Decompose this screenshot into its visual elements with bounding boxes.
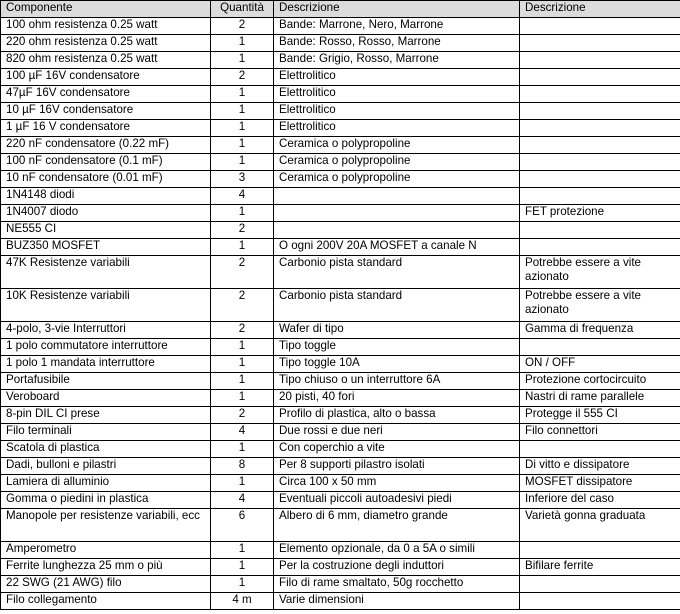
cell-descrizione: Ceramica o polypropoline: [274, 137, 520, 154]
cell-quantita: 1: [211, 475, 274, 492]
table-row: [1, 35, 680, 52]
table-row: [1, 492, 680, 509]
cell-descrizione: Elettrolitico: [274, 69, 520, 86]
cell-componente: Veroboard: [1, 390, 211, 407]
cell-quantita: 1: [211, 339, 274, 356]
cell-descrizione: Tipo toggle 10A: [274, 356, 520, 373]
cell-quantita: 1: [211, 390, 274, 407]
cell-descrizione: Elettrolitico: [274, 86, 520, 103]
table-row: [1, 407, 680, 424]
table-row: [1, 593, 680, 610]
cell-descrizione: Bande: Marrone, Nero, Marrone: [274, 18, 520, 35]
cell-quantita: 4 m: [211, 593, 274, 610]
table-row: [1, 120, 680, 137]
header-row: [1, 1, 680, 18]
cell-descrizione: Bande: Rosso, Rosso, Marrone: [274, 35, 520, 52]
cell-componente: 10 nF condensatore (0.01 mF): [1, 171, 211, 188]
cell-note: [520, 222, 680, 239]
cell-componente: 1 polo commutatore interruttore: [1, 339, 211, 356]
table-row: [1, 18, 680, 35]
cell-quantita: 1: [211, 356, 274, 373]
cell-quantita: 4: [211, 424, 274, 441]
table-row: [1, 458, 680, 475]
cell-descrizione: Per la costruzione degli induttori: [274, 559, 520, 576]
table-row: [1, 239, 680, 256]
cell-componente: 4-polo, 3-vie Interruttori: [1, 322, 211, 339]
table-row: [1, 475, 680, 492]
cell-quantita: 2: [211, 222, 274, 239]
cell-componente: 47µF 16V condensatore: [1, 86, 211, 103]
cell-note: [520, 35, 680, 52]
cell-descrizione: Con coperchio a vite: [274, 441, 520, 458]
cell-note: [520, 593, 680, 610]
table-row: [1, 188, 680, 205]
cell-note: Inferiore del caso: [520, 492, 680, 509]
cell-note: Di vitto e dissipatore: [520, 458, 680, 475]
cell-quantita: 2: [211, 289, 274, 322]
table-row: [1, 559, 680, 576]
cell-note: [520, 52, 680, 69]
cell-descrizione: Eventuali piccoli autoadesivi piedi: [274, 492, 520, 509]
cell-quantita: 1: [211, 137, 274, 154]
cell-componente: Manopole per resistenze variabili, ecc: [1, 509, 211, 542]
cell-note: [520, 137, 680, 154]
cell-note: Potrebbe essere a vite azionato: [520, 256, 680, 289]
cell-descrizione: Elemento opzionale, da 0 a 5A o simili: [274, 542, 520, 559]
header-componente: Componente: [1, 1, 211, 18]
cell-note: Protegge il 555 CI: [520, 407, 680, 424]
cell-note: [520, 18, 680, 35]
cell-componente: 820 ohm resistenza 0.25 watt: [1, 52, 211, 69]
cell-descrizione: Profilo di plastica, alto o bassa: [274, 407, 520, 424]
cell-quantita: 1: [211, 103, 274, 120]
cell-quantita: 3: [211, 171, 274, 188]
table-row: [1, 52, 680, 69]
cell-descrizione: O ogni 200V 20A MOSFET a canale N: [274, 239, 520, 256]
cell-componente: 100 nF condensatore (0.1 mF): [1, 154, 211, 171]
cell-componente: 220 nF condensatore (0.22 mF): [1, 137, 211, 154]
cell-note: [520, 69, 680, 86]
table-row: [1, 205, 680, 222]
cell-descrizione: Elettrolitico: [274, 103, 520, 120]
cell-componente: 8-pin DIL CI prese: [1, 407, 211, 424]
cell-componente: 1 polo 1 mandata interruttore: [1, 356, 211, 373]
cell-note: FET protezione: [520, 205, 680, 222]
table-row: [1, 69, 680, 86]
cell-note: Filo connettori: [520, 424, 680, 441]
cell-componente: Ferrite lunghezza 25 mm o più: [1, 559, 211, 576]
cell-note: [520, 239, 680, 256]
cell-note: Gamma di frequenza: [520, 322, 680, 339]
cell-note: MOSFET dissipatore: [520, 475, 680, 492]
cell-descrizione: Due rossi e due neri: [274, 424, 520, 441]
table-row: [1, 390, 680, 407]
header-quantita: Quantità: [211, 1, 274, 18]
table-row: [1, 86, 680, 103]
table-row: [1, 542, 680, 559]
cell-note: [520, 441, 680, 458]
table-row: [1, 424, 680, 441]
cell-quantita: 2: [211, 69, 274, 86]
cell-quantita: 1: [211, 559, 274, 576]
cell-note: [520, 576, 680, 593]
cell-quantita: 1: [211, 120, 274, 137]
cell-quantita: 2: [211, 407, 274, 424]
cell-componente: Gomma o piedini in plastica: [1, 492, 211, 509]
table-row: [1, 289, 680, 322]
cell-componente: Portafusibile: [1, 373, 211, 390]
table-row: [1, 509, 680, 542]
table-row: [1, 441, 680, 458]
table-row: [1, 322, 680, 339]
cell-note: Protezione cortocircuito: [520, 373, 680, 390]
cell-componente: 47K Resistenze variabili: [1, 256, 211, 289]
cell-quantita: 8: [211, 458, 274, 475]
cell-componente: 22 SWG (21 AWG) filo: [1, 576, 211, 593]
cell-note: [520, 339, 680, 356]
cell-quantita: 1: [211, 86, 274, 103]
table-row: [1, 222, 680, 239]
cell-componente: 100 µF 16V condensatore: [1, 69, 211, 86]
table-row: [1, 137, 680, 154]
cell-note: Varietà gonna graduata: [520, 509, 680, 542]
cell-quantita: 1: [211, 441, 274, 458]
cell-descrizione: Carbonio pista standard: [274, 289, 520, 322]
cell-quantita: 2: [211, 322, 274, 339]
cell-descrizione: 20 pisti, 40 fori: [274, 390, 520, 407]
table-row: [1, 171, 680, 188]
header-descrizione-2: Descrizione: [520, 1, 680, 18]
cell-descrizione: Bande: Grigio, Rosso, Marrone: [274, 52, 520, 69]
cell-descrizione: [274, 222, 520, 239]
cell-quantita: 2: [211, 18, 274, 35]
cell-descrizione: Albero di 6 mm, diametro grande: [274, 509, 520, 542]
cell-componente: Dadi, bulloni e pilastri: [1, 458, 211, 475]
cell-descrizione: Filo di rame smaltato, 50g rocchetto: [274, 576, 520, 593]
table-row: [1, 103, 680, 120]
cell-quantita: 1: [211, 239, 274, 256]
cell-quantita: 1: [211, 35, 274, 52]
cell-descrizione: [274, 188, 520, 205]
cell-descrizione: Circa 100 x 50 mm: [274, 475, 520, 492]
cell-quantita: 4: [211, 188, 274, 205]
cell-quantita: 1: [211, 205, 274, 222]
cell-componente: 1 µF 16 V condensatore: [1, 120, 211, 137]
cell-componente: 10K Resistenze variabili: [1, 289, 211, 322]
table-row: [1, 154, 680, 171]
cell-descrizione: Ceramica o polypropoline: [274, 171, 520, 188]
cell-quantita: 1: [211, 52, 274, 69]
cell-note: [520, 120, 680, 137]
cell-descrizione: [274, 205, 520, 222]
cell-note: [520, 86, 680, 103]
cell-descrizione: Ceramica o polypropoline: [274, 154, 520, 171]
cell-componente: 1N4148 diodi: [1, 188, 211, 205]
cell-note: [520, 542, 680, 559]
table-row: [1, 356, 680, 373]
cell-quantita: 6: [211, 509, 274, 542]
cell-note: [520, 188, 680, 205]
table-row: [1, 339, 680, 356]
cell-note: Nastri di rame parallele: [520, 390, 680, 407]
cell-componente: 100 ohm resistenza 0.25 watt: [1, 18, 211, 35]
cell-quantita: 1: [211, 576, 274, 593]
cell-componente: Amperometro: [1, 542, 211, 559]
cell-note: Potrebbe essere a vite azionato: [520, 289, 680, 322]
cell-componente: 1N4007 diodo: [1, 205, 211, 222]
cell-quantita: 4: [211, 492, 274, 509]
cell-componente: 220 ohm resistenza 0.25 watt: [1, 35, 211, 52]
cell-descrizione: Per 8 supporti pilastro isolati: [274, 458, 520, 475]
cell-componente: Filo terminali: [1, 424, 211, 441]
cell-componente: BUZ350 MOSFET: [1, 239, 211, 256]
cell-descrizione: Tipo chiuso o un interruttore 6A: [274, 373, 520, 390]
cell-descrizione: Elettrolitico: [274, 120, 520, 137]
cell-note: [520, 103, 680, 120]
cell-quantita: 1: [211, 542, 274, 559]
cell-componente: Filo collegamento: [1, 593, 211, 610]
table-row: [1, 256, 680, 289]
cell-componente: NE555 CI: [1, 222, 211, 239]
cell-note: [520, 154, 680, 171]
cell-descrizione: Varie dimensioni: [274, 593, 520, 610]
table-row: [1, 373, 680, 390]
cell-componente: 10 µF 16V condensatore: [1, 103, 211, 120]
cell-quantita: 1: [211, 373, 274, 390]
cell-descrizione: Carbonio pista standard: [274, 256, 520, 289]
table-row: [1, 576, 680, 593]
cell-quantita: 2: [211, 256, 274, 289]
header-descrizione: Descrizione: [274, 1, 520, 18]
cell-note: [520, 171, 680, 188]
cell-note: ON / OFF: [520, 356, 680, 373]
cell-quantita: 1: [211, 154, 274, 171]
cell-descrizione: Tipo toggle: [274, 339, 520, 356]
cell-componente: Lamiera di alluminio: [1, 475, 211, 492]
cell-componente: Scatola di plastica: [1, 441, 211, 458]
cell-descrizione: Wafer di tipo: [274, 322, 520, 339]
cell-note: Bifilare ferrite: [520, 559, 680, 576]
